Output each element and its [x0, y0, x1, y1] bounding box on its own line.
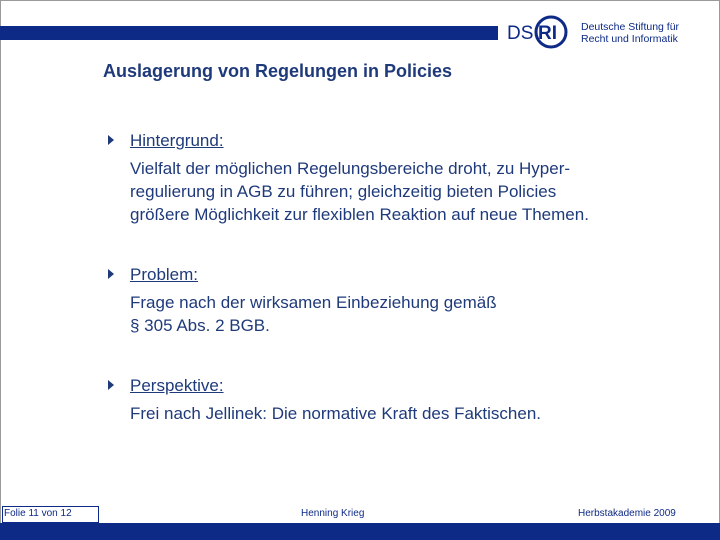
bullet-arrow-icon	[108, 269, 114, 279]
org-name-line1: Deutsche Stiftung für	[581, 21, 680, 33]
dsri-logo	[505, 14, 715, 54]
body-line: regulierung in AGB zu führen; gleichzeitig bieten Policies	[130, 182, 557, 201]
body-line: Frei nach Jellinek: Die normative Kraft des Faktischen.	[130, 404, 542, 423]
header-bar	[0, 26, 498, 40]
slide-number: Folie 11 von 12	[4, 508, 72, 519]
slide-title: Auslagerung von Regelungen in Policies	[103, 61, 453, 81]
svg-text:DS: DS	[507, 23, 534, 44]
section-body	[130, 402, 541, 425]
section-heading: Hintergrund:	[130, 131, 224, 150]
section-body	[130, 157, 589, 226]
bullet-arrow-icon	[108, 380, 114, 390]
body-line: § 305 Abs. 2 BGB.	[130, 316, 270, 335]
org-name-line2: Recht und Informatik	[581, 33, 678, 45]
svg-text:RI: RI	[538, 23, 557, 44]
footer-event: Herbstakademie 2009	[578, 508, 676, 519]
body-line: Frage nach der wirksamen Einbeziehung gemäß	[130, 293, 497, 312]
footer-author: Henning Krieg	[301, 508, 365, 519]
bullet-arrow-icon	[108, 135, 114, 145]
dsri-logo-icon	[505, 14, 575, 54]
section-heading: Problem:	[130, 265, 199, 284]
body-line: Vielfalt der möglichen Regelungsbereiche droht, zu Hyper-	[130, 159, 571, 178]
body-line: größere Möglichkeit zur flexiblen Reaktion auf neue Themen.	[130, 205, 589, 224]
section-heading: Perspektive:	[130, 376, 224, 395]
footer-bar	[0, 523, 720, 540]
section-body	[130, 291, 497, 337]
